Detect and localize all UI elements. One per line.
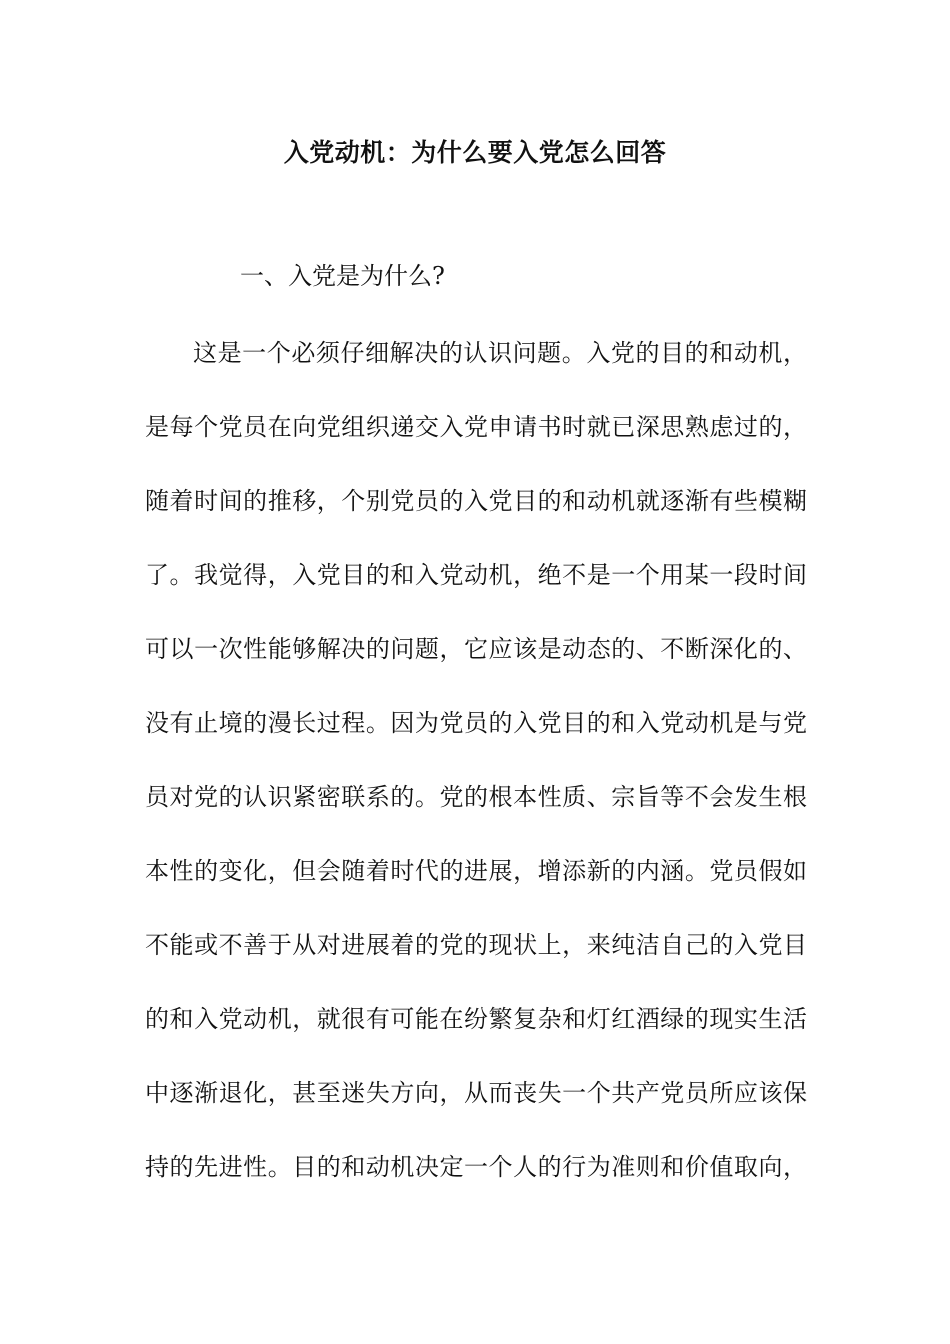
document-title: 入党动机：为什么要入党怎么回答 [283, 138, 667, 167]
body-line: 随着时间的推移，个别党员的入党目的和动机就逐渐有些模糊 [145, 487, 807, 515]
body-line: 是每个党员在向党组织递交入党申请书时就已深思熟虑过的， [145, 413, 807, 441]
section-heading: 一、入党是为什么? [240, 262, 445, 290]
body-line: 的和入党动机，就很有可能在纷繁复杂和灯红酒绿的现实生活 [145, 1005, 807, 1033]
body-line: 可以一次性能够解决的问题，它应该是动态的、不断深化的、 [145, 635, 807, 663]
body-line: 这是一个必须仔细解决的认识问题。入党的目的和动机， [193, 339, 807, 367]
body-line: 没有止境的漫长过程。因为党员的入党目的和入党动机是与党 [145, 709, 807, 737]
body-line: 不能或不善于从对进展着的党的现状上，来纯洁自己的入党目 [145, 931, 807, 959]
body-line: 中逐渐退化，甚至迷失方向，从而丧失一个共产党员所应该保 [145, 1079, 807, 1107]
body-line: 本性的变化，但会随着时代的进展，增添新的内涵。党员假如 [145, 857, 807, 885]
body-line: 了。我觉得，入党目的和入党动机，绝不是一个用某一段时间 [145, 561, 807, 589]
body-line: 员对党的认识紧密联系的。党的根本性质、宗旨等不会发生根 [145, 783, 807, 811]
body-line: 持的先进性。目的和动机决定一个人的行为准则和价值取向， [145, 1153, 807, 1181]
